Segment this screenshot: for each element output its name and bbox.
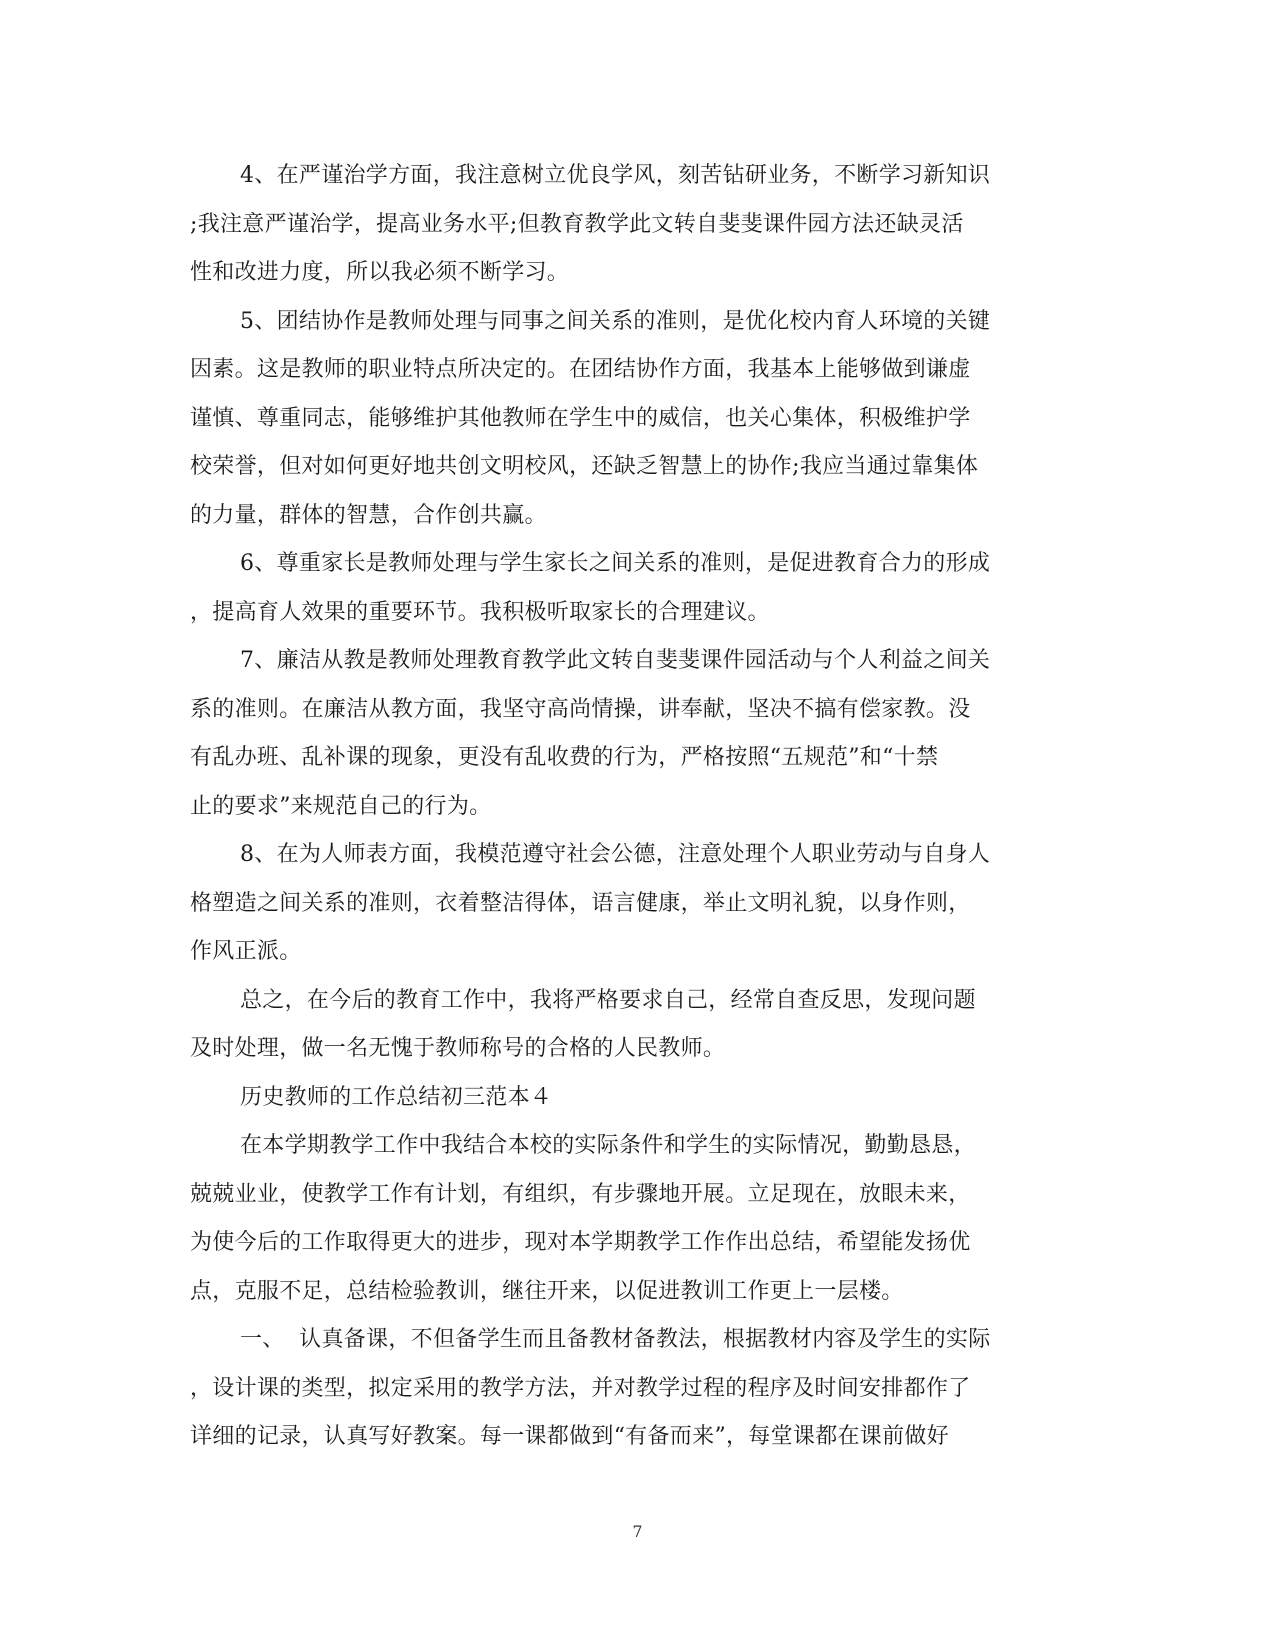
text-line: 性和改进力度，所以我必须不断学习。: [190, 260, 570, 285]
text-line: 谨慎、尊重同志，能够维护其他教师在学生中的威信，也关心集体，积极维护学: [190, 405, 971, 431]
paragraph-7: [190, 637, 1070, 831]
heading-text: 历史教师的工作总结初三范本４: [240, 1084, 553, 1110]
paragraph-one: [190, 1316, 1070, 1462]
text-line: 8、在为人师表方面，我模范遵守社会公德，注意处理个人职业劳动与自身人: [240, 842, 991, 867]
text-line: 校荣誉，但对如何更好地共创文明校风，还缺乏智慧上的协作;我应当通过靠集体: [190, 454, 979, 479]
text-line: ，提高育人效果的重要环节。我积极听取家长的合理建议。: [190, 599, 770, 625]
text-line: 为使今后的工作取得更大的进步，现对本学期教学工作作出总结，希望能发扬优: [190, 1230, 971, 1255]
text-line: 6、尊重家长是教师处理与学生家长之间关系的准则，是促进教育合力的形成: [240, 551, 991, 576]
paragraph-intro: [190, 1122, 1070, 1316]
text-line: 7、廉洁从教是教师处理教育教学此文转自斐斐课件园活动与个人利益之间关: [240, 648, 991, 673]
text-line: 系的准则。在廉洁从教方面，我坚守高尚情操，讲奉献，坚决不搞有偿家教。没: [190, 696, 971, 722]
text-line: 点，克服不足，总结检验教训，继往开来，以促进教训工作更上一层楼。: [190, 1278, 904, 1304]
text-line: 格塑造之间关系的准则，衣着整洁得体，语言健康，举止文明礼貌，以身作则，: [190, 890, 971, 916]
text-line: ，设计课的类型，拟定采用的教学方法，并对教学过程的程序及时间安排都作了: [190, 1375, 971, 1401]
text-line: 总之，在今后的教育工作中，我将严格要求自己，经常自查反思，发现问题: [240, 987, 976, 1013]
text-line: 作风正派。: [190, 939, 302, 964]
text-line: 的力量，群体的智慧，合作创共赢。: [190, 502, 547, 528]
section-heading: [190, 1074, 1070, 1123]
text-line: 5、团结协作是教师处理与同事之间关系的准则，是优化校内育人环境的关键: [240, 308, 991, 334]
paragraph-8: [190, 831, 1070, 977]
paragraph-6: [190, 540, 1070, 637]
page-number: 7: [632, 1522, 643, 1541]
text-line: 止的要求”来规范自己的行为。: [190, 793, 492, 819]
text-line: 及时处理，做一名无愧于教师称号的合格的人民教师。: [190, 1036, 726, 1061]
text-line: 有乱办班、乱补课的现象，更没有乱收费的行为，严格按照“五规范”和“十禁: [190, 745, 939, 770]
paragraph-conclusion: [190, 977, 1070, 1074]
text-line: 详细的记录，认真写好教案。每一课都做到“有备而来”，每堂课都在课前做好: [190, 1424, 949, 1449]
text-line: 4、在严谨治学方面，我注意树立优良学风，刻苦钻研业务，不断学习新知识: [240, 163, 991, 188]
text-line: 一、 认真备课，不但备学生而且备教材备教法，根据教材内容及学生的实际: [240, 1327, 991, 1352]
text-line: 在本学期教学工作中我结合本校的实际条件和学生的实际情况，勤勤恳恳，: [240, 1133, 976, 1158]
text-line: 兢兢业业，使教学工作有计划，有组织，有步骤地开展。立足现在，放眼未来，: [190, 1181, 971, 1207]
paragraph-5: [190, 298, 1070, 541]
document-body: [190, 152, 1070, 1462]
text-line: 因素。这是教师的职业特点所决定的。在团结协作方面，我基本上能够做到谦虚: [190, 357, 971, 382]
paragraph-4: [190, 152, 1070, 298]
text-line: ;我注意严谨治学，提高业务水平;但教育教学此文转自斐斐课件园方法还缺灵活: [190, 211, 964, 237]
